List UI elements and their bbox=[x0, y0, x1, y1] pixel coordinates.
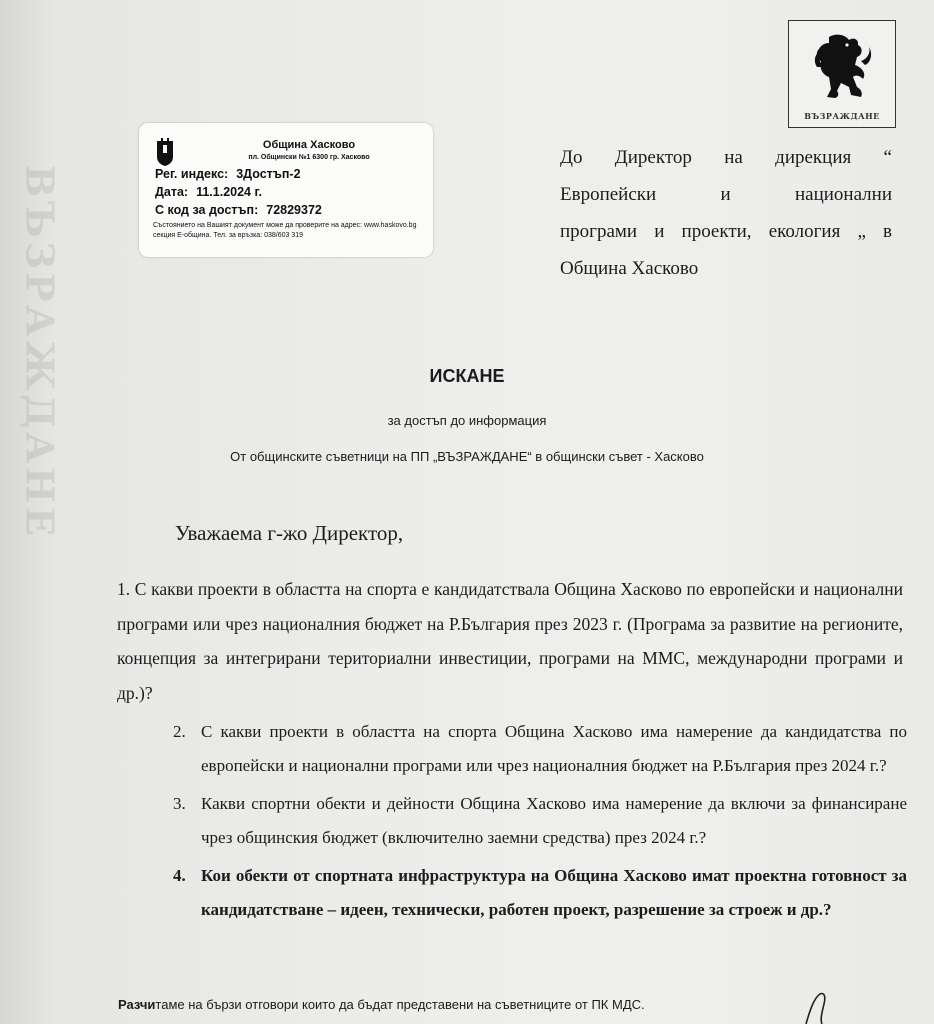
greeting: Уважаема г-жо Директор, bbox=[175, 521, 404, 545]
document-subtitle: за достъп до информация bbox=[387, 413, 547, 428]
closing-line bbox=[118, 997, 645, 1012]
question-item bbox=[173, 787, 907, 855]
addressee-line: програми и проекти, екология „ в bbox=[560, 221, 892, 242]
municipality-crest-icon bbox=[155, 137, 175, 167]
question-text: Какви спортни обекти и дейности Община Хасково има намерение да включи за финансиране чрез общинския бюджет (включително заемни средства) през 2024 г.? bbox=[201, 794, 907, 847]
logo-text: ВЪЗРАЖДАНЕ bbox=[804, 111, 880, 121]
question-number: 3. bbox=[173, 794, 186, 813]
signature-mark bbox=[800, 990, 840, 1024]
watermark-text: ВЪЗРАЖДАНЕ bbox=[17, 165, 63, 540]
stamp-code-row bbox=[155, 203, 322, 217]
addressee-block bbox=[560, 139, 892, 287]
question-1: 1. С какви проекти в областта на спорта е кандидатствала Община Хасково по европейски и национални програми или чрез националния бюджет на Р.България през 2023 г. (Програма за развитие на регионите, концепция за интегрирани териториални инвестиции, програми на ММС, международни програми и др.)? bbox=[117, 579, 903, 703]
question-number: 4. bbox=[173, 866, 186, 885]
addressee-line: Европейски и национални bbox=[560, 184, 892, 205]
closing-rest: таме на бързи отговори които да бъдат представени на съветниците от ПК МДС. bbox=[155, 997, 645, 1012]
registration-stamp bbox=[139, 123, 433, 257]
party-logo bbox=[788, 20, 896, 128]
stamp-note: Състоянието на Вашият документ може да проверите на адрес: www.haskovo.bg секция Е-община. Тел. за връзка: 038/603 319 bbox=[153, 222, 417, 239]
document-sender: От общинските съветници на ПП „ВЪЗРАЖДАНЕ“ в общински съвет - Хасково bbox=[230, 449, 704, 464]
stamp-date-label: Дата: bbox=[155, 185, 189, 199]
question-text: С какви проекти в областта на спорта Община Хасково има намерение да кандидатства по европейски и национални програми или чрез националния бюджет на Р.България през 2024 г.? bbox=[201, 722, 907, 775]
stamp-address: пл. Общински №1 6300 гр. Хасково bbox=[248, 154, 370, 161]
stamp-reg-value: 3Достъп-2 bbox=[236, 167, 301, 181]
question-list bbox=[173, 715, 907, 931]
question-number: 2. bbox=[173, 722, 186, 741]
question-item bbox=[173, 859, 907, 927]
stamp-date-row bbox=[155, 185, 262, 199]
question-item bbox=[173, 715, 907, 783]
question-text: Кои обекти от спортната инфраструктура на Община Хасково имат проектна готовност за кандидатстване – идеен, технически, работен проект, разрешение за строеж и др.? bbox=[201, 866, 907, 919]
stamp-date-value: 11.1.2024 г. bbox=[196, 185, 262, 199]
stamp-org: Община Хасково bbox=[262, 139, 356, 151]
lion-icon bbox=[811, 31, 873, 101]
addressee-line: До Директор на дирекция “ bbox=[560, 147, 892, 168]
closing-bold: Разчи bbox=[118, 997, 156, 1012]
stamp-code-value: 72829372 bbox=[266, 203, 322, 217]
stamp-reg-row bbox=[155, 167, 301, 181]
stamp-code-label: С код за достъп: bbox=[155, 203, 259, 217]
document-title: ИСКАНЕ bbox=[429, 366, 505, 386]
stamp-reg-label: Рег. индекс: bbox=[155, 167, 229, 181]
addressee-line: Община Хасково bbox=[560, 258, 699, 279]
